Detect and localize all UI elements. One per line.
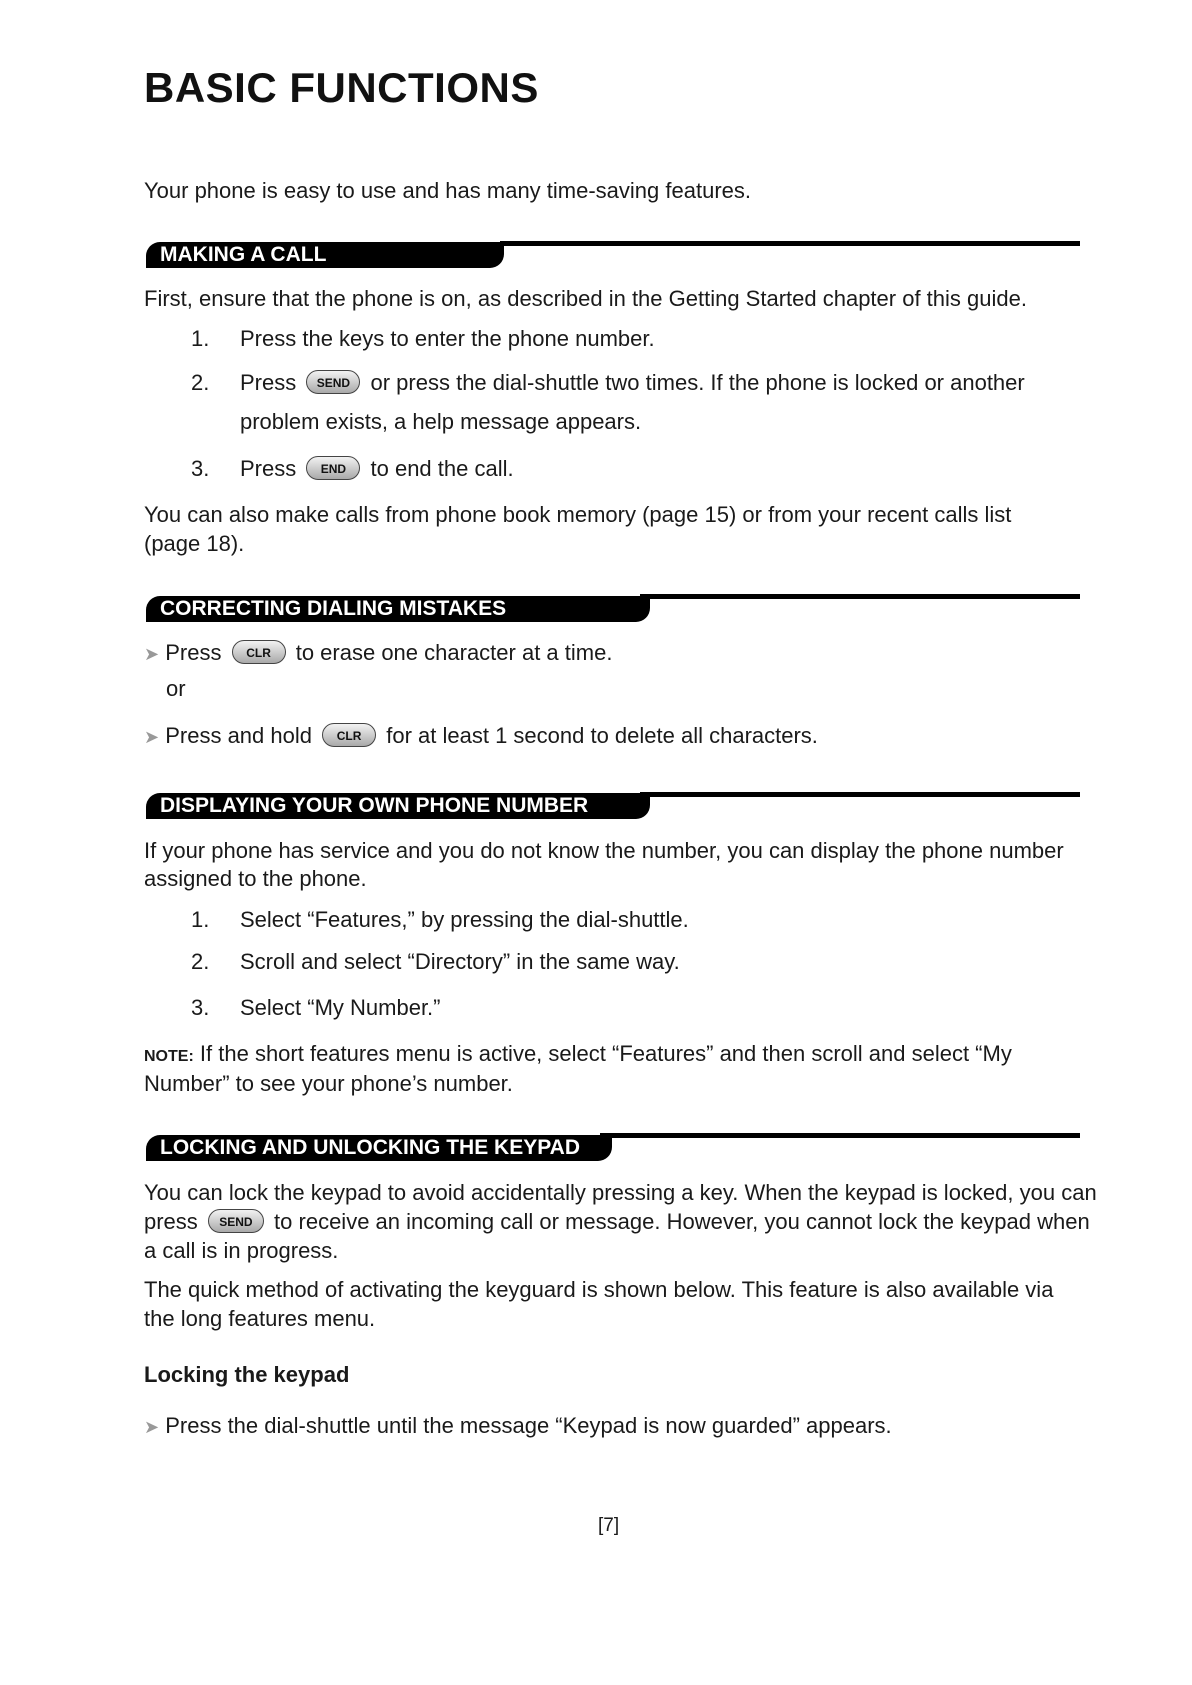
arrow-bullet-icon: ➤	[144, 727, 160, 747]
step-number: 3.	[191, 995, 210, 1020]
locking-paragraph: You can lock the keypad to avoid accidentally pressing a key. When the keypad is locked, you can	[144, 1180, 1097, 1205]
section-rule	[640, 594, 1080, 599]
page-number: [7]	[598, 1515, 620, 1536]
locking-paragraph: a call is in progress.	[144, 1238, 339, 1263]
making-call-lead: First, ensure that the phone is on, as described in the Getting Started chapter of this guide.	[144, 286, 1027, 311]
arrow-bullet-icon: ➤	[144, 644, 160, 664]
send-key-icon: SEND	[208, 1209, 264, 1233]
bullet-text: for at least 1 second to delete all characters.	[386, 723, 818, 748]
subheader-locking-keypad: Locking the keypad	[144, 1362, 350, 1387]
note-text: Number” to see your phone’s number.	[144, 1071, 513, 1096]
displaying-lead: assigned to the phone.	[144, 866, 367, 891]
step-number: 2.	[191, 370, 210, 395]
step-number: 1.	[191, 907, 210, 932]
send-key-icon: SEND	[306, 370, 360, 394]
step-text: Select “My Number.”	[240, 995, 441, 1020]
step-text-post: to end the call.	[370, 456, 514, 481]
note-text: If the short features menu is active, select “Features” and then scroll and select “My	[199, 1041, 1012, 1066]
section-header-locking: LOCKING AND UNLOCKING THE KEYPAD	[146, 1135, 612, 1161]
making-call-tail: You can also make calls from phone book memory (page 15) or from your recent calls list	[144, 502, 1012, 527]
step-text-pre: Press	[240, 456, 297, 481]
step-text: Press the keys to enter the phone number.	[240, 326, 655, 351]
locking-paragraph	[144, 1209, 1090, 1235]
bullet-text: Press the dial-shuttle until the message “Keypad is now guarded” appears.	[165, 1413, 892, 1438]
step-number: 1.	[191, 326, 210, 351]
clr-key-icon: CLR	[322, 723, 376, 747]
making-call-tail: (page 18).	[144, 531, 245, 556]
bullet-item	[144, 640, 612, 667]
bullet-text: Press	[165, 640, 222, 665]
bullet-text: Press and hold	[165, 723, 312, 748]
section-rule	[600, 1133, 1080, 1138]
end-key-icon: END	[306, 456, 360, 480]
step-text	[240, 456, 514, 482]
bullet-text: to erase one character at a time.	[295, 640, 613, 665]
or-text: or	[166, 676, 186, 701]
locking-paragraph: the long features menu.	[144, 1306, 376, 1331]
page-title: BASIC FUNCTIONS	[144, 64, 539, 111]
section-header-making-call: MAKING A CALL	[146, 242, 504, 268]
note-label: NOTE:	[144, 1048, 194, 1065]
section-header-correcting: CORRECTING DIALING MISTAKES	[146, 596, 650, 622]
intro-text: Your phone is easy to use and has many time-saving features.	[144, 178, 751, 203]
section-rule	[500, 241, 1080, 246]
step-text-continued: problem exists, a help message appears.	[240, 409, 642, 434]
bullet-item	[144, 723, 818, 750]
step-text-post: or press the dial-shuttle two times. If the phone is locked or another	[370, 370, 1025, 395]
section-header-displaying: DISPLAYING YOUR OWN PHONE NUMBER	[146, 793, 650, 819]
step-text: Select “Features,” by pressing the dial-shuttle.	[240, 907, 689, 932]
bullet-item	[144, 1413, 892, 1440]
note-line	[144, 1041, 1012, 1070]
clr-key-icon: CLR	[232, 640, 286, 664]
step-text: Scroll and select “Directory” in the same way.	[240, 949, 680, 974]
step-number: 3.	[191, 456, 210, 481]
section-rule	[640, 792, 1080, 797]
step-number: 2.	[191, 949, 210, 974]
step-text	[240, 370, 1025, 396]
step-text-pre: Press	[240, 370, 297, 395]
arrow-bullet-icon: ➤	[144, 1417, 160, 1437]
locking-paragraph: The quick method of activating the keyguard is shown below. This feature is also available via	[144, 1277, 1054, 1302]
displaying-lead: If your phone has service and you do not know the number, you can display the phone number	[144, 838, 1064, 863]
paragraph-text: press	[144, 1209, 198, 1234]
paragraph-text: to receive an incoming call or message. However, you cannot lock the keypad when	[274, 1209, 1090, 1234]
